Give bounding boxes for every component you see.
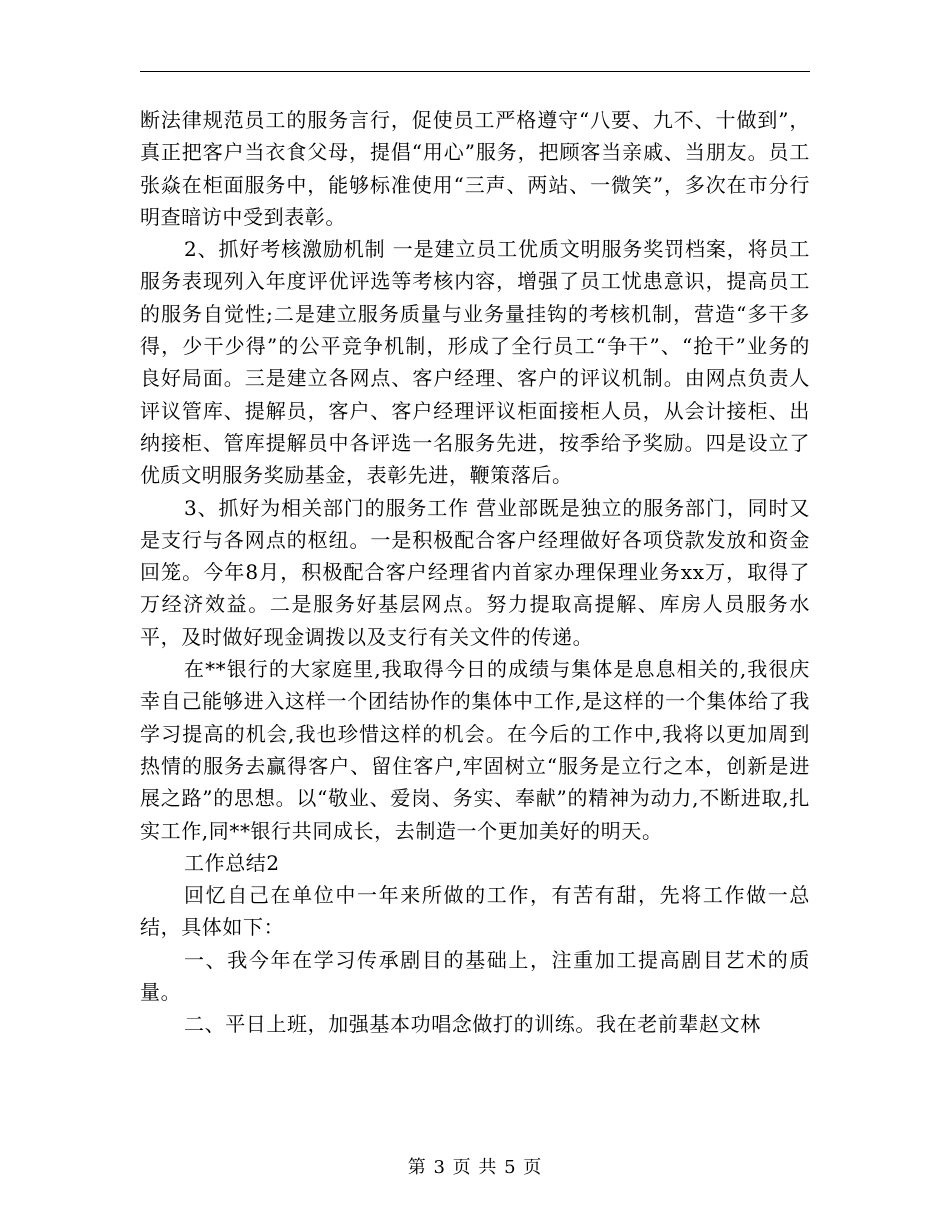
paragraph-3: 3、抓好为相关部门的服务工作 营业部既是独立的服务部门，同时又是支行与各网点的枢纽。一是积极配合客户经理做好各项贷款发放和资金回笼。今年8月，积极配合客户经理省内首家办理保理业务xx万，取得了 万经济效益。二是服务好基层网点。努力提取高提解、库房人员服务水平，及时做好现金调拨以及支行有关文件的传递。	[140, 495, 810, 649]
paragraph-2: 2、抓好考核激励机制 一是建立员工优质文明服务奖罚档案，将员工服务表现列入年度评优评选等考核内容，增强了员工忧患意识，提高员工的服务自觉性;二是建立服务质量与业务量挂钩的考核机制，营造“多干多得，少干少得”的公平竞争机制，形成了全行员工“争干”、“抢干”业务的良好局面。三是建立各网点、客户经理、客户的评议机制。由网点负责人评议管库、提解员，客户、客户经理评议柜面接柜人员，从会计接柜、出纳接柜、管库提解员中各评选一名服务先进，按季给予奖励。四是设立了优质文明服务奖励基金，表彰先进，鞭策落后。	[140, 237, 810, 488]
paragraph-1: 断法律规范员工的服务言行，促使员工严格遵守“八要、九不、十做到”，真正把客户当衣食父母，提倡“用心”服务，把顾客当亲戚、当朋友。员工张焱在柜面服务中，能够标准使用“三声、两站、一微笑”，多次在市分行明查暗访中受到表彰。	[140, 108, 810, 229]
paragraph-7: 二、平日上班，加强基本功唱念做打的训练。我在老前辈赵文林	[184, 1012, 761, 1037]
section-heading: 工作总结2	[184, 850, 280, 875]
paragraph-6: 一、我今年在学习传承剧目的基础上，注重加工提高剧目艺术的质量。	[140, 947, 810, 1005]
paragraph-5: 回忆自己在单位中一年来所做的工作，有苦有甜，先将工作做一总结，具体如下：	[140, 883, 810, 940]
document-body	[140, 104, 810, 1041]
header-rule	[140, 71, 810, 72]
page-number-footer: 第 3 页 共 5 页	[407, 1157, 543, 1178]
paragraph-4: 在**银行的大家庭里,我取得今日的成绩与集体是息息相关的,我很庆幸自己能够进入这样一个团结协作的集体中工作,是这样的一个集体给了我学习提高的机会,我也珍惜这样的机会。在今后的工作中,我将以更加周到热情的服务去赢得客户、留住客户,牢固树立“服务是立行之本，创新是进展之路”的思想。以“敬业、爱岗、务实、奉献”的精神为动力,不断进取,扎实工作,同**银行共同成长，去制造一个更加美好的明天。	[140, 657, 810, 843]
